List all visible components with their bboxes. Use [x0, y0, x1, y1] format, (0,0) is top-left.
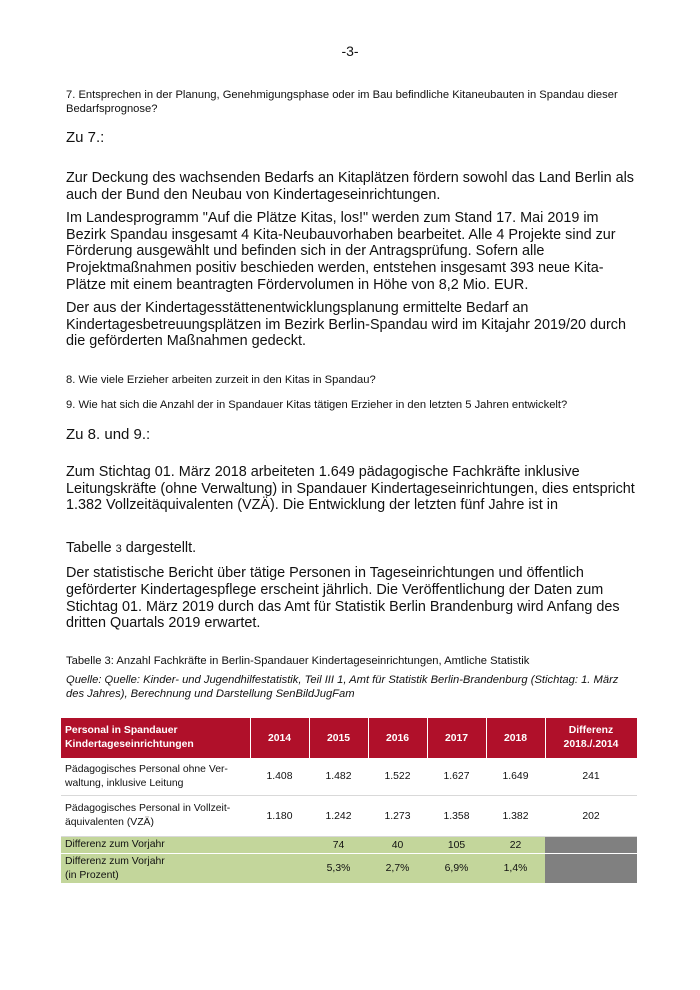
answer-8-9-table-reference	[66, 540, 636, 558]
pct-row-label-line-1: Differenz zum Vorjahr	[65, 855, 165, 867]
table-row	[61, 796, 637, 837]
pct-cell: 1,4%	[486, 854, 545, 884]
diff-cell: 105	[427, 837, 486, 854]
cell-difference: 241	[545, 758, 637, 796]
cell-value: 1.180	[250, 796, 309, 837]
cell-value: 1.522	[368, 758, 427, 796]
answer-8-9-heading: Zu 8. und 9.:	[66, 425, 151, 443]
diff-cell	[250, 837, 309, 854]
pct-cell	[250, 854, 309, 884]
answer-7-paragraph-2: Im Landesprogramm "Auf die Plätze Kitas, los!" werden zum Stand 17. Mai 2019 im Bezirk Spandau insgesamt 4 Kita-Neubauvorhaben bearbeitet. Alle 4 Projekte sind zur Förderung ausgewählt und befinden sich in der Antragsprüfung. Sofern alle Projektmaßnahmen positiv beschieden werden, entstehen insgesamt 393 neue Kita-Plätze mit einem beantragten Fördervolumen in Höhe von 8,2 Mio. EUR.	[66, 210, 616, 293]
page-number: -3-	[341, 43, 359, 59]
pct-cell: 2,7%	[368, 854, 427, 884]
question-8: 8. Wie viele Erzieher arbeiten zurzeit in den Kitas in Spandau?	[66, 373, 376, 386]
header-difference-line-1: Differenz	[568, 725, 614, 736]
header-label	[61, 718, 250, 758]
header-year-2018: 2018	[486, 718, 545, 758]
table-ref-word: Tabelle	[66, 539, 112, 556]
pct-cell-empty	[545, 854, 637, 884]
header-year-2014: 2014	[250, 718, 309, 758]
cell-difference: 202	[545, 796, 637, 837]
cell-value: 1.273	[368, 796, 427, 837]
diff-cell-empty	[545, 837, 637, 854]
diff-row-label: Differenz zum Vorjahr	[61, 837, 250, 854]
table-ref-rest: dargestellt.	[121, 539, 197, 556]
header-difference	[545, 718, 637, 758]
table-caption: Tabelle 3: Anzahl Fachkräfte in Berlin-Spandauer Kindertageseinrichtungen, Amtliche Statistik	[66, 654, 530, 667]
header-year-2016: 2016	[368, 718, 427, 758]
cell-value: 1.649	[486, 758, 545, 796]
table-header-row	[61, 718, 637, 758]
table-row	[61, 758, 637, 796]
header-difference-line-2: 2018./.2014	[563, 739, 619, 750]
answer-7-paragraph-3: Der aus der Kindertagesstättenentwicklungsplanung ermittelte Bedarf an Kindertagesbetreuungsplätzen im Bezirk Berlin-Spandau wird im Kitajahr 2019/20 durch die geförderten Maßnahmen gedeckt.	[66, 300, 626, 350]
answer-8-9-paragraph-1: Zum Stichtag 01. März 2018 arbeiteten 1.649 pädagogische Fachkräfte inklusive Leitungskräfte (ohne Verwaltung) in Spandauer Kindertageseinrichtungen, dies entspricht 1.382 Vollzeitäquivalenten (VZÄ). Die Entwicklung der letzten fünf Jahre ist in	[66, 463, 635, 514]
row-label	[61, 796, 250, 837]
question-7: 7. Entsprechen in der Planung, Genehmigungsphase oder im Bau befindliche Kitaneubauten in Spandau dieser Bedarfsprognose?	[66, 89, 618, 115]
header-year-2015: 2015	[309, 718, 368, 758]
pct-row-label	[61, 854, 250, 884]
pct-row-label-line-2: (in Prozent)	[65, 869, 119, 881]
header-year-2017: 2017	[427, 718, 486, 758]
header-label-line-1: Personal in Spandauer	[65, 725, 178, 736]
table-row-pct	[61, 854, 637, 884]
pct-cell: 5,3%	[309, 854, 368, 884]
cell-value: 1.382	[486, 796, 545, 837]
header-label-line-2: Kindertageseinrichtungen	[65, 739, 194, 750]
document-body	[66, 88, 636, 701]
answer-7-paragraph-1: Zur Deckung des wachsenden Bedarfs an Kitaplätzen fördern sowohl das Land Berlin als auch der Bund den Neubau von Kindertageseinrichtungen.	[66, 170, 634, 203]
row-label-line-1: Pädagogisches Personal in Vollzeit-	[65, 803, 231, 814]
cell-value: 1.358	[427, 796, 486, 837]
row-label-line-1: Pädagogisches Personal ohne Ver-	[65, 763, 228, 775]
question-9: 9. Wie hat sich die Anzahl der in Spandauer Kitas tätigen Erzieher in den letzten 5 Jahren entwickelt?	[66, 398, 568, 411]
cell-value: 1.627	[427, 758, 486, 796]
row-label-line-2: waltung, inklusive Leitung	[65, 777, 184, 789]
cell-value: 1.482	[309, 758, 368, 796]
row-label-line-2: äquivalenten (VZÄ)	[65, 817, 154, 828]
personnel-table	[61, 718, 638, 884]
diff-cell: 40	[368, 837, 427, 854]
diff-cell: 22	[486, 837, 545, 854]
diff-cell: 74	[309, 837, 368, 854]
table-source: Quelle: Quelle: Kinder- und Jugendhilfestatistik, Teil III 1, Amt für Statistik Berlin-Brandenburg (Stichtag: 1. März des Jahres), Berechnung und Darstellung SenBildJugFam	[66, 673, 619, 700]
answer-7-heading: Zu 7.:	[66, 129, 105, 146]
row-label	[61, 758, 250, 796]
cell-value: 1.408	[250, 758, 309, 796]
table-ref-number: 3	[115, 542, 122, 555]
answer-8-9-paragraph-2: Der statistische Bericht über tätige Personen in Tageseinrichtungen und öffentlich geförderter Kindertagespflege erscheint jährlich. Die Veröffentlichung der Daten zum Stichtag 01. März 2019 durch das Amt für Statistik Berlin Brandenburg wird Anfang des dritten Quartals 2019 erwartet.	[66, 565, 620, 632]
pct-cell: 6,9%	[427, 854, 486, 884]
table-row-diff	[61, 837, 637, 854]
cell-value: 1.242	[309, 796, 368, 837]
